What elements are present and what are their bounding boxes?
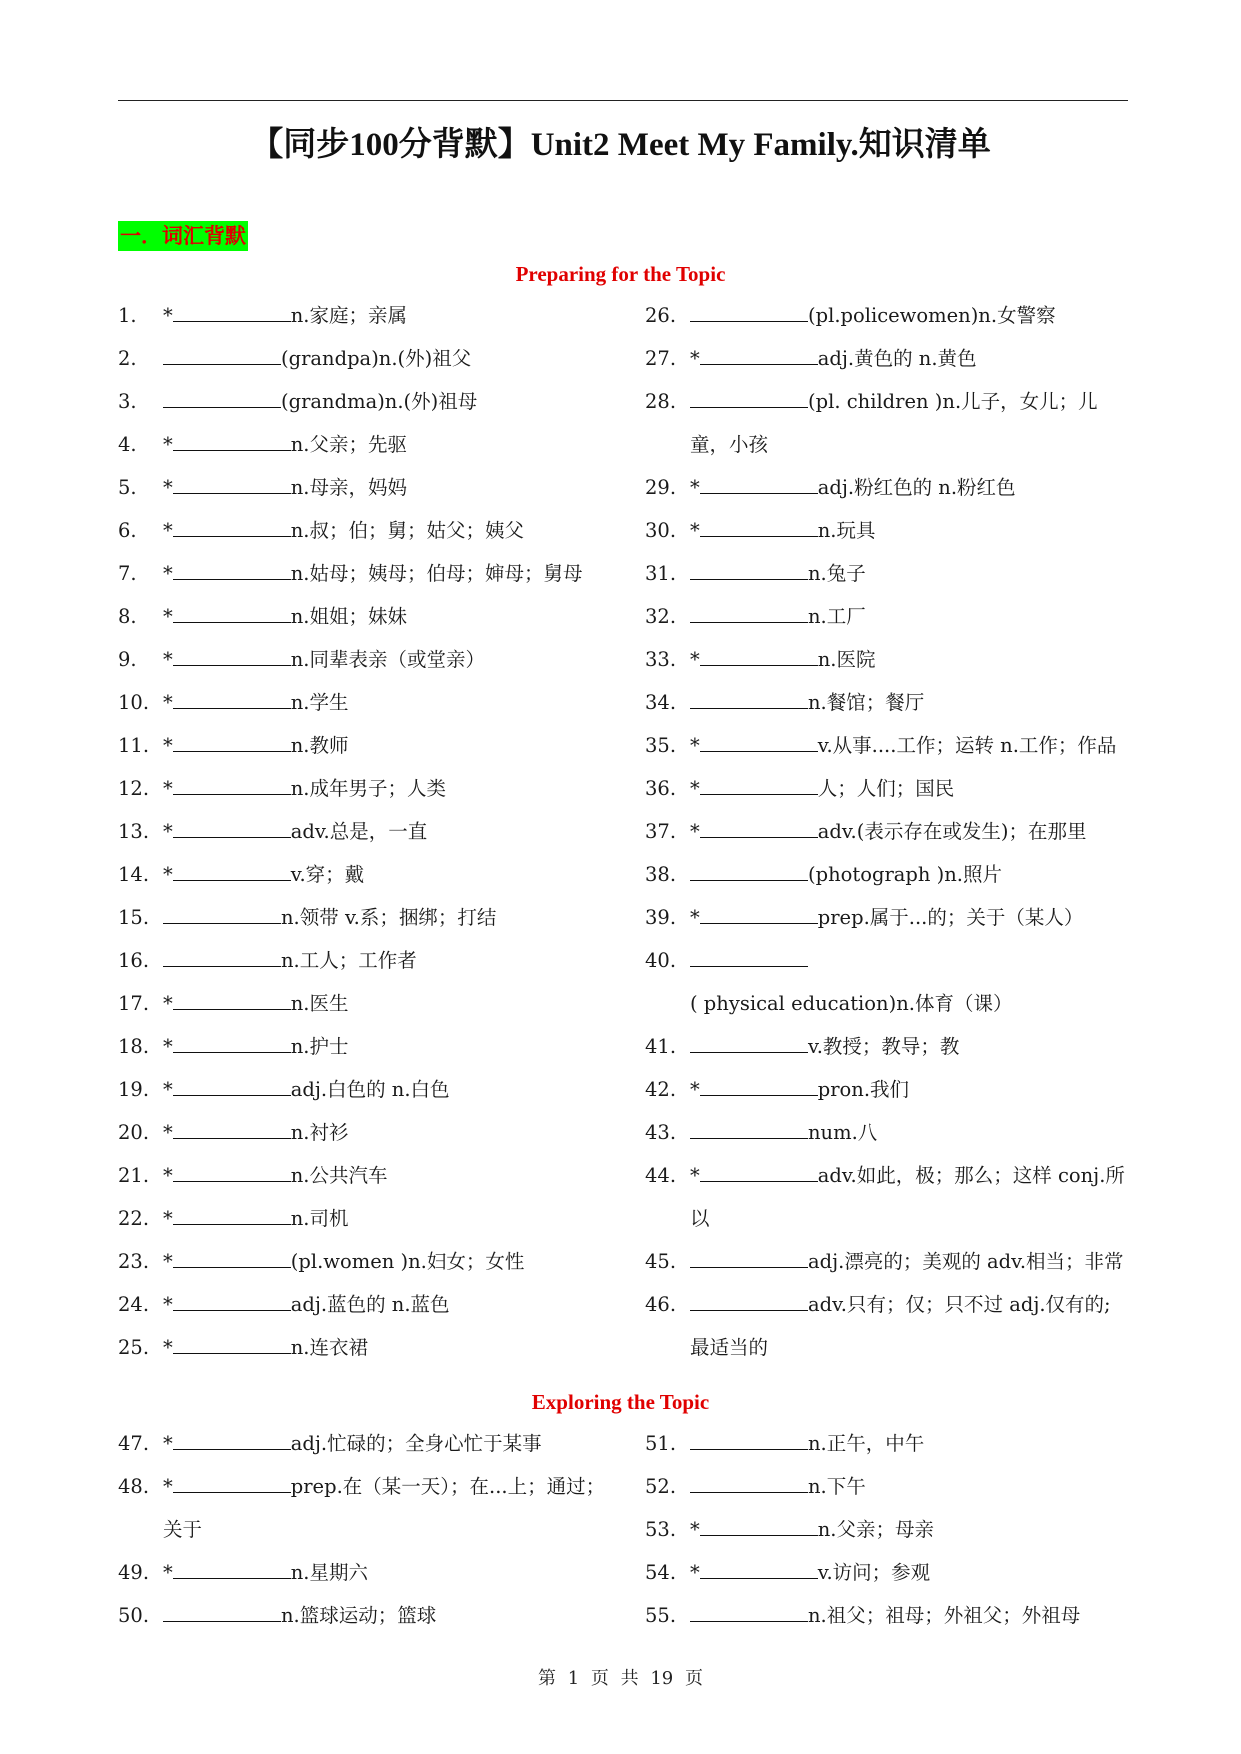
definition-text: prep.在（某一天）；在...上；通过；关于 xyxy=(163,1475,606,1541)
answer-blank[interactable] xyxy=(163,944,281,967)
vocab-item xyxy=(118,423,608,466)
vocab-item xyxy=(645,1154,1130,1240)
definition-text: prep.属于...的；关于（某人） xyxy=(817,906,1084,929)
vocab-item xyxy=(118,1111,608,1154)
item-number: 6. xyxy=(118,519,137,542)
definition-text: n.家庭；亲属 xyxy=(290,304,408,327)
item-number: 11. xyxy=(118,734,150,757)
answer-blank[interactable] xyxy=(173,1245,291,1268)
item-number: 33. xyxy=(645,648,677,671)
definition-text: n.成年男子；人类 xyxy=(290,777,447,800)
definition-text: adj.漂亮的；美观的 adv.相当；非常 xyxy=(808,1250,1124,1273)
vocab-item xyxy=(645,853,1130,896)
key-word-star: * xyxy=(163,1250,173,1273)
vocab-item xyxy=(118,380,608,423)
vocab-item xyxy=(118,1240,608,1283)
answer-blank[interactable] xyxy=(700,1073,818,1096)
definition-text: ( physical education)n.体育（课） xyxy=(690,992,1013,1015)
answer-blank[interactable] xyxy=(173,987,291,1010)
item-number: 21. xyxy=(118,1164,150,1187)
answer-blank[interactable] xyxy=(690,1599,808,1622)
vocab-item xyxy=(645,380,1130,466)
answer-blank[interactable] xyxy=(690,686,808,709)
answer-blank[interactable] xyxy=(700,643,818,666)
vocab-item xyxy=(118,1154,608,1197)
item-number: 2. xyxy=(118,347,137,370)
definition-text: (grandpa)n.(外)祖父 xyxy=(281,347,472,370)
answer-blank[interactable] xyxy=(163,385,281,408)
item-number: 20. xyxy=(118,1121,150,1144)
vocab-item xyxy=(118,466,608,509)
definition-text: n.教师 xyxy=(290,734,349,757)
vocab-item xyxy=(645,1594,1130,1637)
definition-text: v.从事....工作；运转 n.工作；作品 xyxy=(817,734,1117,757)
key-word-star: * xyxy=(163,691,173,714)
item-number: 22. xyxy=(118,1207,150,1230)
key-word-star: * xyxy=(690,476,700,499)
item-number: 16. xyxy=(118,949,150,972)
key-word-star: * xyxy=(690,347,700,370)
answer-blank[interactable] xyxy=(173,1030,291,1053)
item-number: 36. xyxy=(645,777,677,800)
key-word-star: * xyxy=(163,1164,173,1187)
item-number: 31. xyxy=(645,562,677,585)
definition-text: (pl. children )n.儿子，女儿；儿童，小孩 xyxy=(690,390,1098,456)
answer-blank[interactable] xyxy=(173,428,291,451)
definition-text: n.玩具 xyxy=(817,519,876,542)
key-word-star: * xyxy=(163,1207,173,1230)
vocab-item xyxy=(645,1283,1130,1369)
answer-blank[interactable] xyxy=(700,815,818,838)
answer-blank[interactable] xyxy=(173,1073,291,1096)
vocab-item xyxy=(645,595,1130,638)
vocab-item xyxy=(645,1240,1130,1283)
answer-blank[interactable] xyxy=(173,858,291,881)
answer-blank[interactable] xyxy=(173,600,291,623)
definition-text: n.姐姐；妹妹 xyxy=(290,605,408,628)
answer-blank[interactable] xyxy=(690,385,808,408)
item-number: 10. xyxy=(118,691,150,714)
item-number: 41. xyxy=(645,1035,677,1058)
item-number: 55. xyxy=(645,1604,677,1627)
key-word-star: * xyxy=(690,906,700,929)
answer-blank[interactable] xyxy=(700,1513,818,1536)
answer-blank[interactable] xyxy=(163,342,281,365)
key-word-star: * xyxy=(690,777,700,800)
vocab-item xyxy=(645,466,1130,509)
answer-blank[interactable] xyxy=(690,1288,808,1311)
answer-blank[interactable] xyxy=(173,1159,291,1182)
answer-blank[interactable] xyxy=(700,901,818,924)
definition-text: n.学生 xyxy=(290,691,349,714)
item-number: 1. xyxy=(118,304,137,327)
item-number: 40. xyxy=(645,949,677,972)
answer-blank[interactable] xyxy=(173,299,291,322)
item-number: 26. xyxy=(645,304,677,327)
vocab-item xyxy=(645,1068,1130,1111)
answer-blank[interactable] xyxy=(700,772,818,795)
item-number: 24. xyxy=(118,1293,150,1316)
key-word-star: * xyxy=(690,1164,700,1187)
definition-text: (pl.policewomen)n.女警察 xyxy=(808,304,1056,327)
definition-text: n.正午，中午 xyxy=(808,1432,925,1455)
item-number: 47. xyxy=(118,1432,150,1455)
part-heading-exploring: Exploring the Topic xyxy=(531,1390,710,1414)
answer-blank[interactable] xyxy=(173,1116,291,1139)
key-word-star: * xyxy=(163,1035,173,1058)
vocab-item xyxy=(118,337,608,380)
item-number: 30. xyxy=(645,519,677,542)
answer-blank[interactable] xyxy=(690,557,808,580)
definition-text: v.访问；参观 xyxy=(817,1561,931,1584)
definition-text: v.教授；教导；教 xyxy=(808,1035,960,1058)
definition-text: n.医院 xyxy=(817,648,876,671)
item-number: 35. xyxy=(645,734,677,757)
vocab-item xyxy=(645,509,1130,552)
answer-blank[interactable] xyxy=(173,471,291,494)
item-number: 14. xyxy=(118,863,150,886)
definition-text: n.祖父；祖母；外祖父；外祖母 xyxy=(808,1604,1081,1627)
item-number: 9. xyxy=(118,648,137,671)
vocab-item xyxy=(118,767,608,810)
item-number: 44. xyxy=(645,1164,677,1187)
item-number: 15. xyxy=(118,906,150,929)
vocab-list-left-1 xyxy=(118,294,608,1369)
key-word-star: * xyxy=(163,777,173,800)
item-number: 28. xyxy=(645,390,677,413)
answer-blank[interactable] xyxy=(690,1245,808,1268)
key-word-star: * xyxy=(163,734,173,757)
definition-text: n.叔；伯；舅；姑父；姨父 xyxy=(290,519,525,542)
key-word-star: * xyxy=(163,304,173,327)
key-word-star: * xyxy=(690,648,700,671)
key-word-star: * xyxy=(163,1121,173,1144)
page-title: 【同步100分背默】Unit2 Meet My Family.知识清单 xyxy=(250,127,991,163)
definition-text: n.工厂 xyxy=(808,605,866,628)
item-number: 43. xyxy=(645,1121,677,1144)
answer-blank[interactable] xyxy=(690,1427,808,1450)
definition-text: n.姑母；姨母；伯母；婶母；舅母 xyxy=(290,562,583,585)
vocab-item xyxy=(645,1111,1130,1154)
vocab-item xyxy=(118,724,608,767)
key-word-star: * xyxy=(163,1561,173,1584)
definition-text: n.领带 v.系；捆绑；打结 xyxy=(281,906,497,929)
vocab-item xyxy=(118,1422,608,1465)
item-number: 38. xyxy=(645,863,677,886)
key-word-star: * xyxy=(163,1475,173,1498)
definition-text: adj.蓝色的 n.蓝色 xyxy=(290,1293,450,1316)
definition-text: adv.总是，一直 xyxy=(290,820,428,843)
section-heading: 一．词汇背默 xyxy=(118,221,248,251)
item-number: 37. xyxy=(645,820,677,843)
definition-text: (pl.women )n.妇女；女性 xyxy=(290,1250,525,1273)
vocab-item xyxy=(118,896,608,939)
item-number: 12. xyxy=(118,777,150,800)
item-number: 7. xyxy=(118,562,137,585)
vocab-item xyxy=(118,810,608,853)
definition-text: adj.白色的 n.白色 xyxy=(290,1078,450,1101)
key-word-star: * xyxy=(163,648,173,671)
item-number: 32. xyxy=(645,605,677,628)
item-number: 42. xyxy=(645,1078,677,1101)
definition-text: n.连衣裙 xyxy=(290,1336,369,1359)
definition-text: adv.只有；仅；只不过 adj.仅有的;最适当的 xyxy=(690,1293,1111,1359)
item-number: 50. xyxy=(118,1604,150,1627)
vocab-item xyxy=(645,1422,1130,1465)
answer-blank[interactable] xyxy=(173,1202,291,1225)
definition-text: n.医生 xyxy=(290,992,349,1015)
key-word-star: * xyxy=(690,1561,700,1584)
vocab-item xyxy=(118,939,608,982)
definition-text: 人；人们；国民 xyxy=(817,777,955,800)
definition-text: n.衬衫 xyxy=(290,1121,349,1144)
definition-text: (photograph )n.照片 xyxy=(808,863,1003,886)
vocab-item xyxy=(118,1197,608,1240)
item-number: 29. xyxy=(645,476,677,499)
item-number: 34. xyxy=(645,691,677,714)
definition-text: n.父亲；先驱 xyxy=(290,433,408,456)
definition-text: pron.我们 xyxy=(817,1078,910,1101)
answer-blank[interactable] xyxy=(173,729,291,752)
definition-text: adv.(表示存在或发生)；在那里 xyxy=(817,820,1087,843)
vocab-item xyxy=(645,337,1130,380)
vocab-item xyxy=(645,1508,1130,1551)
key-word-star: * xyxy=(163,476,173,499)
answer-blank[interactable] xyxy=(690,299,808,322)
vocab-item xyxy=(118,1594,608,1637)
part-heading-preparing: Preparing for the Topic xyxy=(515,262,726,286)
definition-text: n.兔子 xyxy=(808,562,866,585)
answer-blank[interactable] xyxy=(173,514,291,537)
vocab-item xyxy=(645,810,1130,853)
definition-text: v.穿；戴 xyxy=(290,863,365,886)
definition-text: n.星期六 xyxy=(290,1561,369,1584)
vocab-list-right-2 xyxy=(645,1422,1130,1637)
item-number: 4. xyxy=(118,433,137,456)
key-word-star: * xyxy=(690,734,700,757)
answer-blank[interactable] xyxy=(173,557,291,580)
answer-blank[interactable] xyxy=(690,1030,808,1053)
definition-text: n.工人；工作者 xyxy=(281,949,417,972)
item-number: 18. xyxy=(118,1035,150,1058)
item-number: 5. xyxy=(118,476,137,499)
vocab-item xyxy=(118,552,608,595)
answer-blank[interactable] xyxy=(700,514,818,537)
item-number: 8. xyxy=(118,605,137,628)
vocab-item xyxy=(645,638,1130,681)
definition-text: n.司机 xyxy=(290,1207,349,1230)
answer-blank[interactable] xyxy=(690,1116,808,1139)
vocab-item xyxy=(118,1025,608,1068)
definition-text: num.八 xyxy=(808,1121,878,1144)
vocab-item xyxy=(645,767,1130,810)
definition-text: n.餐馆；餐厅 xyxy=(808,691,925,714)
vocab-item xyxy=(645,896,1130,939)
vocab-item xyxy=(118,1283,608,1326)
answer-blank[interactable] xyxy=(700,1556,818,1579)
vocab-item xyxy=(118,1326,608,1369)
answer-blank[interactable] xyxy=(163,901,281,924)
definition-text: adj.粉红色的 n.粉红色 xyxy=(817,476,1016,499)
item-number: 39. xyxy=(645,906,677,929)
key-word-star: * xyxy=(690,1078,700,1101)
item-number: 17. xyxy=(118,992,150,1015)
answer-blank[interactable] xyxy=(690,944,808,967)
vocab-item xyxy=(118,1068,608,1111)
definition-text: n.下午 xyxy=(808,1475,866,1498)
key-word-star: * xyxy=(690,1518,700,1541)
item-number: 25. xyxy=(118,1336,150,1359)
vocab-item xyxy=(118,294,608,337)
vocab-item xyxy=(118,982,608,1025)
vocab-item xyxy=(645,681,1130,724)
definition-text: n.公共汽车 xyxy=(290,1164,388,1187)
item-number: 46. xyxy=(645,1293,677,1316)
definition-text: (grandma)n.(外)祖母 xyxy=(281,390,478,413)
item-number: 13. xyxy=(118,820,150,843)
key-word-star: * xyxy=(163,820,173,843)
definition-text: adv.如此，极；那么；这样 conj.所以 xyxy=(690,1164,1125,1230)
key-word-star: * xyxy=(163,863,173,886)
item-number: 48. xyxy=(118,1475,150,1498)
vocab-item xyxy=(645,939,1130,1025)
vocab-item xyxy=(645,552,1130,595)
key-word-star: * xyxy=(163,605,173,628)
definition-text: n.母亲，妈妈 xyxy=(290,476,408,499)
item-number: 51. xyxy=(645,1432,677,1455)
vocab-item xyxy=(118,681,608,724)
key-word-star: * xyxy=(163,1293,173,1316)
answer-blank[interactable] xyxy=(173,686,291,709)
page-footer: 第 1 页 共 19 页 xyxy=(538,1668,703,1689)
vocab-item xyxy=(118,509,608,552)
key-word-star: * xyxy=(163,519,173,542)
definition-text: n.篮球运动；篮球 xyxy=(281,1604,437,1627)
vocab-item xyxy=(645,1551,1130,1594)
vocab-item xyxy=(645,1025,1130,1068)
answer-blank[interactable] xyxy=(700,729,818,752)
item-number: 52. xyxy=(645,1475,677,1498)
key-word-star: * xyxy=(163,992,173,1015)
answer-blank[interactable] xyxy=(700,471,818,494)
definition-text: n.护士 xyxy=(290,1035,349,1058)
key-word-star: * xyxy=(163,1432,173,1455)
vocab-item xyxy=(118,1551,608,1594)
vocab-item xyxy=(118,853,608,896)
item-number: 53. xyxy=(645,1518,677,1541)
answer-blank[interactable] xyxy=(700,1159,818,1182)
vocab-item xyxy=(645,724,1130,767)
item-number: 45. xyxy=(645,1250,677,1273)
vocab-item xyxy=(645,294,1130,337)
key-word-star: * xyxy=(163,562,173,585)
answer-blank[interactable] xyxy=(173,815,291,838)
top-rule xyxy=(118,100,1128,101)
item-number: 49. xyxy=(118,1561,150,1584)
vocab-item xyxy=(118,1465,608,1551)
answer-blank[interactable] xyxy=(163,1599,281,1622)
answer-blank[interactable] xyxy=(173,772,291,795)
answer-blank[interactable] xyxy=(690,1470,808,1493)
key-word-star: * xyxy=(163,433,173,456)
item-number: 54. xyxy=(645,1561,677,1584)
answer-blank[interactable] xyxy=(700,342,818,365)
answer-blank[interactable] xyxy=(173,643,291,666)
key-word-star: * xyxy=(690,519,700,542)
item-number: 19. xyxy=(118,1078,150,1101)
vocab-item xyxy=(645,1465,1130,1508)
definition-text: adj.黄色的 n.黄色 xyxy=(817,347,977,370)
key-word-star: * xyxy=(163,1078,173,1101)
definition-text: n.同辈表亲（或堂亲） xyxy=(290,648,486,671)
answer-blank[interactable] xyxy=(173,1470,291,1493)
item-number: 3. xyxy=(118,390,137,413)
answer-blank[interactable] xyxy=(173,1427,291,1450)
vocab-list-right-1 xyxy=(645,294,1130,1369)
answer-blank[interactable] xyxy=(173,1331,291,1354)
answer-blank[interactable] xyxy=(690,858,808,881)
vocab-item xyxy=(118,638,608,681)
key-word-star: * xyxy=(163,1336,173,1359)
vocab-list-left-2 xyxy=(118,1422,608,1637)
definition-text: adj.忙碌的；全身心忙于某事 xyxy=(290,1432,542,1455)
answer-blank[interactable] xyxy=(173,1556,291,1579)
item-number: 27. xyxy=(645,347,677,370)
vocab-item xyxy=(118,595,608,638)
definition-text: n.父亲；母亲 xyxy=(817,1518,935,1541)
answer-blank[interactable] xyxy=(690,600,808,623)
answer-blank[interactable] xyxy=(173,1288,291,1311)
key-word-star: * xyxy=(690,820,700,843)
item-number: 23. xyxy=(118,1250,150,1273)
